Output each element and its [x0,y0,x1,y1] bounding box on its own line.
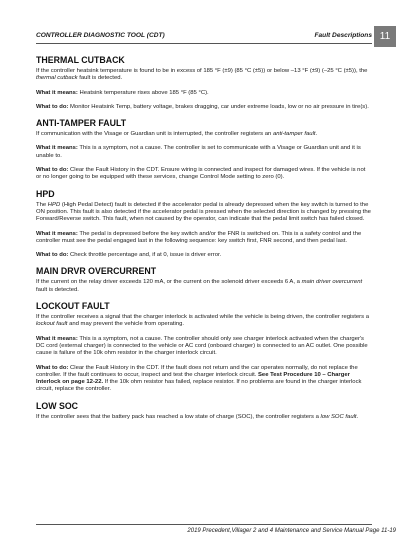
section-title: MAIN DRVR OVERCURRENT [36,266,157,277]
what-to-do-text: Clear the Fault History in the CDT. Ensure wiring is connected and inspect for damaged wires. If the vehicle is not or no longer going to be equipped with these services, change Control Mode setting to zero (0). [36,167,366,181]
chapter-tab: 11 [374,26,396,47]
what-to-do [36,167,372,182]
emphasis-text: anti-tamper fault [272,131,316,138]
what-it-means [36,90,372,97]
what-to-do-text: Monitor Heatsink Temp, battery voltage, brakes dragging, car under extreme loads, low or no air pressure in tire(s). [68,103,369,110]
section-lockout-fault [36,301,372,394]
page-footer: 2019 Precedent,Villager 2 and 4 Maintenance and Service Manual Page 11-19 [187,528,396,534]
page-content [36,55,372,428]
section-description [36,314,372,329]
section-main-drvr-overcurrent [36,266,372,294]
text-run: and may prevent the vehicle from operating. [67,321,185,328]
emphasis-text: HPD [47,201,61,208]
test-procedure-reference: See Test Procedure 10 – Charger Interlock on page 12-22. [36,371,350,386]
what-it-means-text: This is a symptom, not a cause. The controller should only see charger interlock activated when the charger's DC cord (external charger) is connected to the vehicle or AC cord (onboard charger) is connected to an AC outlet. One possible cause is failure of the 10k ohm resistor in the charger interlock circuit. [36,335,368,357]
what-to-do-label: What to do: [36,103,69,110]
what-it-means-label: What it means: [36,89,78,96]
what-to-do-label: What to do: [36,167,69,174]
text-run: If the controller heatsink temperature is found to be in excess of 185 °F (±9) (85 °C (±5)) or below –13 °F (±9) (–25 °C (±5)), the [36,68,368,74]
header-chapter-title: CONTROLLER DIAGNOSTIC TOOL (CDT) [36,32,165,39]
section-title: LOW SOC [36,400,79,411]
what-it-means [36,336,372,358]
emphasis-text: lockout fault [36,321,68,328]
text-run: . [356,413,359,420]
what-to-do-text: Check throttle percentage and, if at 0, issue is driver error. [68,252,222,259]
what-to-do-label: What to do: [36,364,69,371]
section-low-soc [36,401,372,421]
text-run: The [36,201,48,208]
section-description [36,414,372,421]
section-anti-tamper-fault [36,118,372,181]
what-it-means-label: What it means: [36,145,78,152]
section-thermal-cutback [36,55,372,111]
what-to-do [36,365,372,394]
header-section-title: Fault Descriptions [314,32,372,39]
what-to-do-text: Clear the Fault History in the CDT. If the fault does not return and the car operates normally, do not replace the controller. If the fault continues to occur, inspect and test the charger interlock circuit. [36,364,358,378]
what-it-means-text: Heatsink temperature rises above 185 °F (85 °C). [77,89,209,96]
text-run: If the controller sees that the battery pack has reached a low state of charge (SOC), the controller registers a [36,413,321,420]
text-run: fault is detected. [36,286,79,293]
section-description [36,131,372,138]
footer-divider [36,524,372,525]
what-to-do [36,252,372,259]
what-it-means-text: The pedal is depressed before the key switch and/or the FNR is switched on. This is a safety control and the controller must see the pedal engaged last in the following sequence: key switch first, FNR second, and then pedal last. [36,230,362,244]
emphasis-text: main driver overcurrent [301,279,363,286]
what-to-do-label: What to do: [36,252,69,259]
section-description [36,202,372,224]
section-hpd [36,189,372,260]
what-to-do-text: If the 10k ohm resistor has failed, replace resistor. If no problems are found in the charger interlock circuit, replace the controller. [36,379,362,393]
emphasis-text: low SOC fault [320,413,357,420]
text-run: fault is detected. [77,75,123,82]
section-title: LOCKOUT FAULT [36,301,110,312]
text-run: If the current on the relay driver exceeds 120 mA, or the current on the solenoid driver exceeds 6 A, a [36,279,302,286]
what-it-means-text: This is a symptom, not a cause. The controller is set to communicate with a Visage or Guardian unit and it is unable to. [36,145,361,159]
emphasis-text: thermal cutback [36,75,78,82]
text-run: . [315,131,318,138]
what-it-means-label: What it means: [36,230,78,237]
what-to-do [36,104,372,111]
text-run: (High Pedal Detect) fault is detected if the accelerator pedal is already depressed when the key switch is turned to the ON position. This fault is also detected if the accelerator pedal is pressed when the selected direction is changed by pressing the Forward/Reverse switch. This fault, when not caused by the operator, can indicate that the pedal limit switch has failed closed. [36,201,371,223]
section-description [36,279,372,294]
what-it-means-label: What it means: [36,335,78,342]
header-divider [36,43,372,44]
text-run: If the controller receives a signal that the charger interlock is activated while the vehicle is being driven, the controller registers a [36,314,369,321]
text-run: If communication with the Visage or Guardian unit is interrupted, the controller registers an [36,131,273,138]
section-title: THERMAL CUTBACK [36,55,125,65]
what-it-means [36,231,372,246]
section-title: ANTI-TAMPER FAULT [36,118,127,129]
section-title: HPD [36,188,55,199]
section-description [36,68,372,83]
what-it-means [36,145,372,160]
